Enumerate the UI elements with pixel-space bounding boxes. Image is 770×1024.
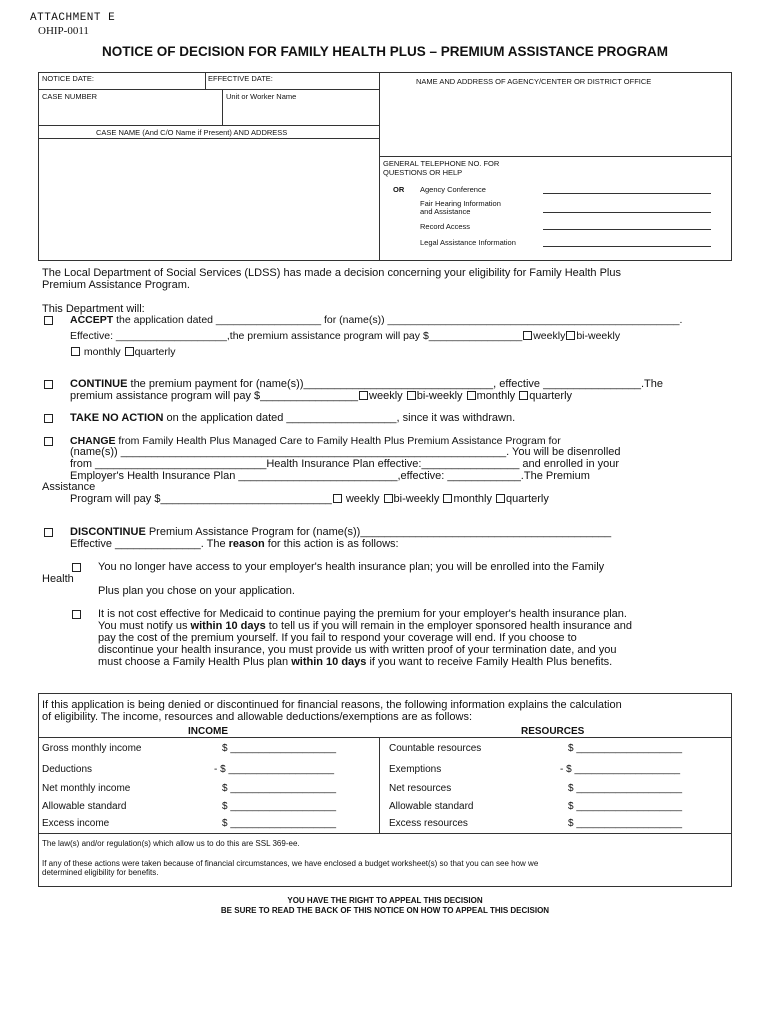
discontinue-reason-text: for this action is as follows:	[264, 538, 399, 550]
continue-checkbox[interactable]	[44, 380, 53, 389]
change-line-6	[70, 493, 549, 505]
resource-standard-label: Allowable standard	[389, 801, 474, 812]
case-number-field[interactable]: CASE NUMBER	[42, 92, 98, 101]
change-biweekly-checkbox[interactable]	[384, 494, 393, 503]
accept-payment-text: Effective: ___________________,the premium assistance program will pay $________________	[70, 330, 523, 342]
resource-exemptions-label: Exemptions	[389, 764, 442, 775]
continue-line-1	[70, 378, 663, 390]
agency-conference-line[interactable]	[543, 193, 711, 194]
resource-countable-value[interactable]: $ ___________________	[568, 743, 683, 754]
fair-hearing-label-2: and Assistance	[420, 207, 471, 216]
resource-excess-value[interactable]: $ ___________________	[568, 818, 683, 829]
resource-excess-label: Excess resources	[389, 818, 468, 829]
reason-2-line-5	[98, 656, 612, 668]
change-checkbox[interactable]	[44, 437, 53, 446]
discontinue-checkbox[interactable]	[44, 528, 53, 537]
effective-date-field[interactable]: EFFECTIVE DATE:	[208, 74, 273, 83]
page-title: NOTICE OF DECISION FOR FAMILY HEALTH PLUS – PREMIUM ASSISTANCE PROGRAM	[101, 44, 669, 59]
accept-line-3	[70, 346, 175, 358]
budget-note-line-1: If any of these actions were taken because of financial circumstances, we have enclosed a budget worksheet(s) so that you can see how we	[42, 859, 539, 868]
income-net-value[interactable]: $ ___________________	[222, 783, 337, 794]
discontinue-text: Premium Assistance Program for (name(s))_________________________________________	[145, 526, 612, 538]
take-no-action-checkbox[interactable]	[44, 414, 53, 423]
continue-line-2	[70, 390, 572, 402]
appeal-right-notice: YOU HAVE THE RIGHT TO APPEAL THIS DECISION	[287, 896, 483, 905]
continue-text: the premium payment for (name(s))_______________________________, effective ________________.The	[127, 378, 663, 390]
income-standard-value[interactable]: $ ___________________	[222, 801, 337, 812]
resource-net-value[interactable]: $ ___________________	[568, 783, 683, 794]
reason-2-benefits-text: if you want to receive Family Health Plus benefits.	[366, 656, 613, 668]
accept-weekly-checkbox[interactable]	[523, 331, 532, 340]
continue-monthly-label: monthly	[476, 390, 516, 402]
accept-monthly-label: monthly	[83, 346, 121, 358]
accept-quarterly-checkbox[interactable]	[125, 347, 134, 356]
accept-biweekly-label: bi-weekly	[576, 330, 621, 342]
continue-keyword: CONTINUE	[70, 378, 128, 390]
reason-keyword: reason	[228, 538, 265, 550]
phone-label-1: GENERAL TELEPHONE NO. FOR	[383, 159, 500, 168]
within-10-days-emphasis: within 10 days	[190, 620, 266, 632]
intro-line-2: Premium Assistance Program.	[42, 279, 190, 291]
accept-quarterly-label: quarterly	[134, 346, 176, 358]
agency-name-field[interactable]: NAME AND ADDRESS OF AGENCY/CENTER OR DISTRICT OFFICE	[416, 77, 652, 86]
accept-line-2	[70, 330, 620, 342]
accept-weekly-label: weekly	[533, 330, 566, 342]
reason-1-line-1: You no longer have access to your employer's health insurance plan; you will be enrolled into the Family	[98, 561, 605, 573]
continue-quarterly-checkbox[interactable]	[519, 391, 528, 400]
fair-hearing-label-1: Fair Hearing Information	[420, 199, 501, 208]
continue-biweekly-label: bi-weekly	[416, 390, 463, 402]
reason-no-access-checkbox[interactable]	[72, 563, 81, 572]
legal-assistance-label: Legal Assistance Information	[420, 238, 516, 247]
or-label: OR	[393, 185, 405, 194]
financial-line-1: If this application is being denied or discontinued for financial reasons, the following information explains the calculation	[42, 699, 622, 711]
income-header: INCOME	[188, 726, 228, 737]
record-access-line[interactable]	[543, 229, 711, 230]
reason-2-remain-text: to tell us if you will remain in the employer sponsored health insurance and	[265, 620, 633, 632]
change-line-3: from ____________________________Health Insurance Plan effective:________________ and enrolled in your	[70, 458, 620, 470]
resource-countable-label: Countable resources	[389, 743, 482, 754]
income-deductions-label: Deductions	[42, 764, 93, 775]
discontinue-line-2	[70, 538, 399, 550]
income-standard-label: Allowable standard	[42, 801, 127, 812]
resource-standard-value[interactable]: $ ___________________	[568, 801, 683, 812]
reason-2-line-1: It is not cost effective for Medicaid to continue paying the premium for your employer's health insurance plan.	[98, 608, 627, 620]
take-no-action-line	[70, 412, 515, 424]
change-text: from Family Health Plus Managed Care to Family Health Plus Premium Assistance Program for	[115, 435, 561, 447]
discontinue-line-1	[70, 526, 611, 538]
reason-2-line-2	[98, 620, 632, 632]
continue-monthly-checkbox[interactable]	[467, 391, 476, 400]
income-excess-label: Excess income	[42, 818, 110, 829]
agency-conference-label: Agency Conference	[420, 185, 486, 194]
change-monthly-label: monthly	[453, 493, 492, 505]
reason-2-line-4: discontinue your health insurance, you must provide us with written proof of your termination date, and you	[98, 644, 617, 656]
continue-weekly-checkbox[interactable]	[359, 391, 368, 400]
change-line-4: Employer's Health Insurance Plan __________________________,effective: ____________.The Premium	[70, 470, 590, 482]
income-deductions-value[interactable]: - $ ___________________	[214, 764, 335, 775]
resources-header: RESOURCES	[521, 726, 585, 737]
reason-2-notify-text: You must notify us	[98, 620, 191, 632]
income-gross-label: Gross monthly income	[42, 743, 142, 754]
accept-biweekly-checkbox[interactable]	[566, 331, 575, 340]
take-no-action-keyword: TAKE NO ACTION	[70, 412, 164, 424]
notice-date-field[interactable]: NOTICE DATE:	[42, 74, 94, 83]
reason-2-line-3: pay the cost of the premium yourself. If you fail to respond your coverage will end. If you choose to	[98, 632, 577, 644]
financial-line-2: of eligibility. The income, resources and allowable deductions/exemptions are as follows:	[42, 711, 473, 723]
income-excess-value[interactable]: $ ___________________	[222, 818, 337, 829]
accept-text: the application dated __________________ for (name(s)) __________________________________________________.	[113, 314, 683, 326]
record-access-label: Record Access	[420, 222, 471, 231]
change-line-2: (name(s)) _______________________________________________________________. You will be disenrolled	[70, 446, 621, 458]
appeal-read-back-notice: BE SURE TO READ THE BACK OF THIS NOTICE ON HOW TO APPEAL THIS DECISION	[220, 906, 550, 915]
change-monthly-checkbox[interactable]	[443, 494, 452, 503]
attachment-label: ATTACHMENT E	[30, 12, 116, 24]
reason-1-health: Health	[42, 573, 74, 585]
form-id: OHIP-0011	[38, 25, 89, 37]
budget-note-line-2: determined eligibility for benefits.	[42, 868, 159, 877]
continue-biweekly-checkbox[interactable]	[407, 391, 416, 400]
continue-weekly-label: weekly	[369, 390, 403, 402]
fair-hearing-line[interactable]	[543, 212, 711, 213]
accept-monthly-checkbox[interactable]	[71, 347, 80, 356]
accept-keyword: ACCEPT	[70, 314, 114, 326]
law-citation: The law(s) and/or regulation(s) which allow us to do this are SSL 369-ee.	[42, 839, 300, 848]
change-weekly-checkbox[interactable]	[333, 494, 342, 503]
change-keyword: CHANGE	[70, 435, 116, 447]
continue-payment-text: premium assistance program will pay $________________	[70, 390, 359, 402]
change-quarterly-checkbox[interactable]	[496, 494, 505, 503]
discontinue-effective-text: Effective ______________. The	[70, 538, 229, 550]
income-net-label: Net monthly income	[42, 783, 131, 794]
change-quarterly-label: quarterly	[506, 493, 549, 505]
reason-1-line-2: Plus plan you chose on your application.	[98, 585, 295, 597]
reason-not-cost-effective-checkbox[interactable]	[72, 610, 81, 619]
phone-label-2: QUESTIONS OR HELP	[383, 168, 463, 177]
income-gross-value[interactable]: $ ___________________	[222, 743, 337, 754]
resource-exemptions-value[interactable]: - $ ___________________	[560, 764, 681, 775]
continue-quarterly-label: quarterly	[529, 390, 573, 402]
change-biweekly-label: bi-weekly	[393, 493, 440, 505]
change-payment-text: Program will pay $____________________________	[70, 493, 332, 505]
unit-worker-field[interactable]: Unit or Worker Name	[226, 92, 297, 101]
change-weekly-label: weekly	[345, 493, 380, 505]
take-no-action-text: on the application dated __________________, since it was withdrawn.	[163, 412, 516, 424]
change-line-5: Assistance	[42, 481, 96, 493]
legal-assistance-line[interactable]	[543, 246, 711, 247]
intro-line-1: The Local Department of Social Services (LDSS) has made a decision concerning your eligibility for Family Health Plus	[42, 267, 621, 279]
accept-line-1	[70, 314, 682, 326]
accept-checkbox[interactable]	[44, 316, 53, 325]
resource-net-label: Net resources	[389, 783, 452, 794]
within-10-days-emphasis-2: within 10 days	[291, 656, 367, 668]
discontinue-keyword: DISCONTINUE	[70, 526, 146, 538]
case-name-field[interactable]: CASE NAME (And C/O Name if Present) AND ADDRESS	[96, 128, 288, 137]
department-will-label: This Department will:	[42, 303, 145, 315]
reason-2-choose-text: must choose a Family Health Plus plan	[98, 656, 292, 668]
